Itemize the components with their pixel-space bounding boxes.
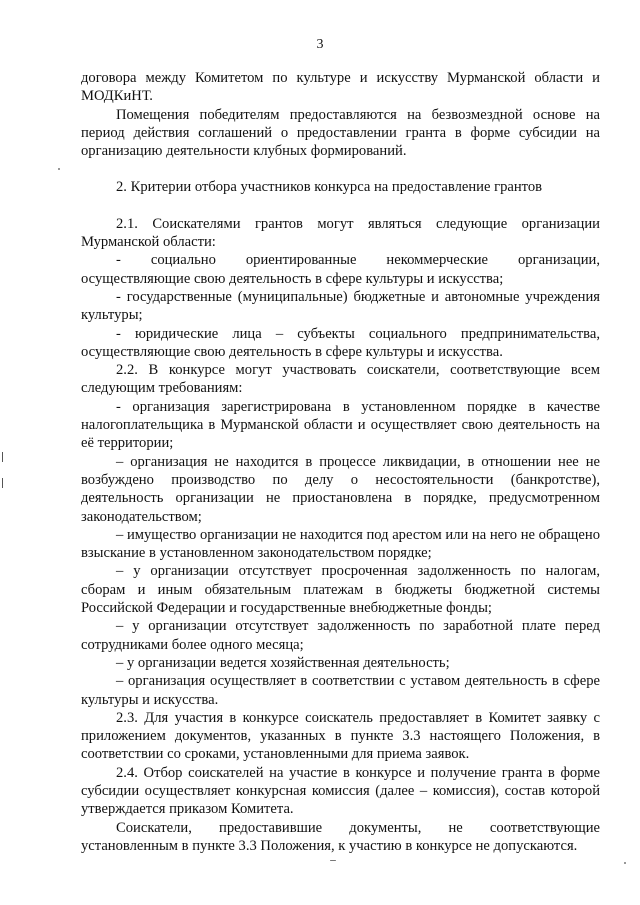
page-number: 3: [316, 37, 324, 52]
continuation-paragraph: договора между Комитетом по культуре и искусству Мурманской области и МОДКиНТ.: [81, 70, 600, 105]
clause-2-1-item: - государственные (муниципальные) бюджетные и автономные учреждения культуры;: [81, 288, 600, 324]
clause-2-2-item: – у организации ведется хозяйственная деятельность;: [116, 654, 450, 671]
scan-dot: [624, 862, 626, 864]
clause-2-2-item: – организация не находится в процессе ликвидации, в отношении нее не возбуждено производство по делу о несостоятельности (банкротстве), деятельность организации не приостановлена в порядке, предусмотренном законодательством;: [81, 453, 600, 525]
clause-2-2-item: – имущество организации не находится под арестом или на него не обращено взыскание в установленном законодательством порядке;: [81, 526, 600, 562]
clause-2-1-item: - юридические лица – субъекты социального предпринимательства, осуществляющие свою деятельность в сфере культуры и искусства.: [81, 325, 600, 360]
clause-2-2-item: – организация осуществляет в соответствии с уставом деятельность в сфере культуры и искусства.: [81, 673, 600, 708]
clause-2-1-item: - социально ориентированные некоммерческие организации, осуществляющие свою деятельность в сфере культуры и искусства;: [81, 252, 600, 287]
premises-paragraph: Помещения победителям предоставляются на безвозмездной основе на период действия соглашений о предоставлении гранта в форме субсидии на организацию деятельности клубных формирований.: [81, 106, 600, 160]
section-heading: 2. Критерии отбора участников конкурса на предоставление грантов: [116, 179, 543, 196]
clause-2-2-intro: 2.2. В конкурсе могут участвовать соискатели, соответствующие всем следующим требованиям:: [81, 362, 600, 397]
clause-2-2-item: – у организации отсутствует просроченная задолженность по налогам, сборам и иным обязательным платежам в бюджеты бюджетной системы Российской Федерации и государственные внебюджетные фонды;: [81, 563, 600, 617]
spacer: [81, 197, 600, 215]
clause-2-2-item: – у организации отсутствует задолженность по заработной плате перед сотрудниками более одного месяца;: [81, 618, 600, 653]
spacer: [81, 160, 600, 178]
document-body: [81, 69, 600, 855]
scan-mark: [2, 452, 3, 462]
clause-2-2-item: - организация зарегистрирована в установленном порядке в качестве налогоплательщика в Мурманской области и осуществляет свою деятельность на её территории;: [81, 398, 600, 452]
scan-dot: [330, 860, 336, 861]
clause-2-1-intro: 2.1. Соискателями грантов могут являться следующие организации Мурманской области:: [81, 215, 600, 251]
scan-mark: [2, 478, 3, 488]
scan-dot: [58, 168, 60, 170]
clause-2-4: 2.4. Отбор соискателей на участие в конкурсе и получение гранта в форме субсидии осуществляет конкурсная комиссия (далее – комиссия), состав которой утверждается приказом Комитета.: [81, 764, 600, 818]
clause-2-3: 2.3. Для участия в конкурсе соискатель предоставляет в Комитет заявку с приложением документов, указанных в пункте 3.3 настоящего Положения, в соответствии со сроками, установленными для приема заявок.: [81, 709, 600, 763]
final-paragraph: Соискатели, предоставившие документы, не соответствующие установленным в пункте 3.3 Положения, к участию в конкурсе не допускаются.: [81, 819, 600, 854]
